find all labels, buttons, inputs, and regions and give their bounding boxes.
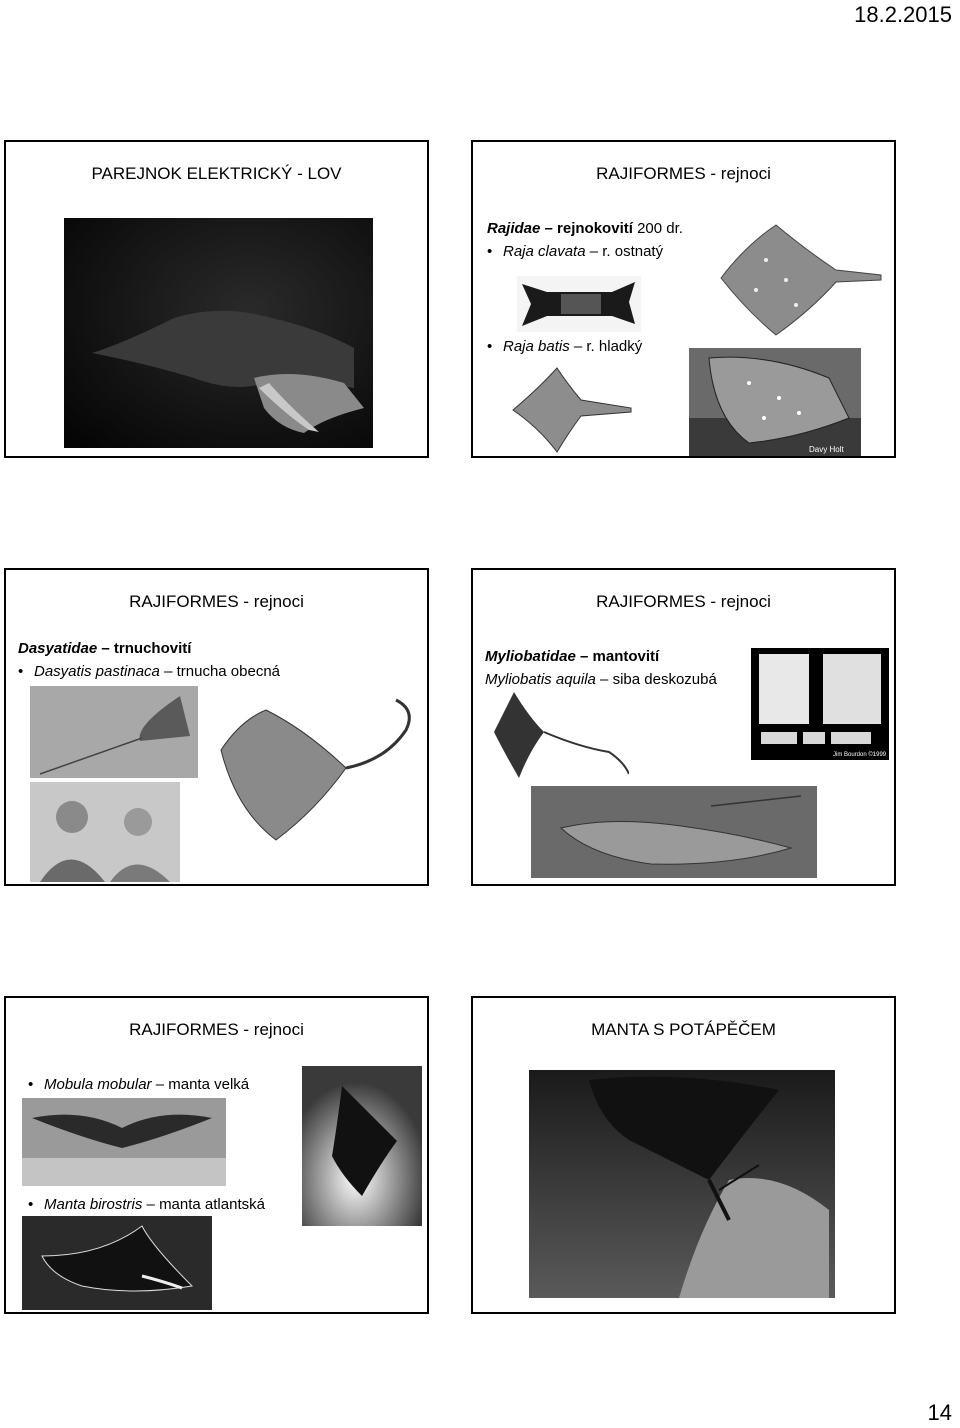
- species-line: • Mobula mobular – manta velká: [28, 1076, 250, 1093]
- slide-5: [4, 996, 429, 1314]
- slide-6: [471, 996, 896, 1314]
- skate-in-boat-photo: [689, 348, 861, 458]
- stingray-seabed-photo: [30, 686, 198, 778]
- mobula-school-photo: [22, 1098, 226, 1186]
- page-number: 14: [927, 1400, 952, 1425]
- species-line: • Raja clavata – r. ostnatý: [487, 243, 664, 260]
- eagle-ray-photo: [489, 692, 629, 778]
- slide-title: RAJIFORMES - rejnoci: [129, 1020, 304, 1039]
- slide-2: [471, 140, 896, 458]
- slide-1: [4, 140, 429, 458]
- species-line: Myliobatis aquila – siba deskozubá: [485, 671, 717, 688]
- people-holding-stingray-photo: [30, 782, 180, 882]
- photo-credit: Jim Bourdon ©1999: [833, 752, 887, 758]
- skate-egg-case-photo: [517, 276, 641, 332]
- slide-title: RAJIFORMES - rejnoci: [596, 592, 771, 611]
- common-stingray-photo: [216, 690, 416, 850]
- ray-teeth-plates-photo: [751, 648, 889, 760]
- atlantic-manta-photo: [22, 1216, 212, 1310]
- family-line: Rajidae – rejnokovití 200 dr.: [487, 220, 683, 237]
- photo-credit: Davy Holt: [809, 445, 844, 454]
- slide-title: PAREJNOK ELEKTRICKÝ - LOV: [91, 164, 342, 183]
- species-line: • Dasyatis pastinaca – trnucha obecná: [18, 663, 281, 680]
- family-line: Myliobatidae – mantovití: [485, 648, 660, 665]
- electric-ray-hunting-photo: [64, 218, 373, 448]
- species-line: • Manta birostris – manta atlantská: [28, 1196, 265, 1213]
- manta-with-diver-photo: [529, 1070, 835, 1298]
- species-line: • Raja batis – r. hladký: [487, 338, 643, 355]
- eagle-ray-on-seabed-photo: [531, 786, 817, 878]
- slide-title: RAJIFORMES - rejnoci: [129, 592, 304, 611]
- slide-title: RAJIFORMES - rejnoci: [596, 164, 771, 183]
- slide-4: [471, 568, 896, 886]
- family-line: Dasyatidae – trnuchovití: [18, 640, 192, 657]
- handout-date: 18.2.2015: [854, 2, 952, 27]
- manta-silhouette-photo: [302, 1066, 422, 1226]
- common-skate-photo: [509, 366, 637, 454]
- slide-title: MANTA S POTÁPĚČEM: [591, 1020, 776, 1039]
- slide-3: [4, 568, 429, 886]
- thornback-ray-photo: [716, 220, 886, 338]
